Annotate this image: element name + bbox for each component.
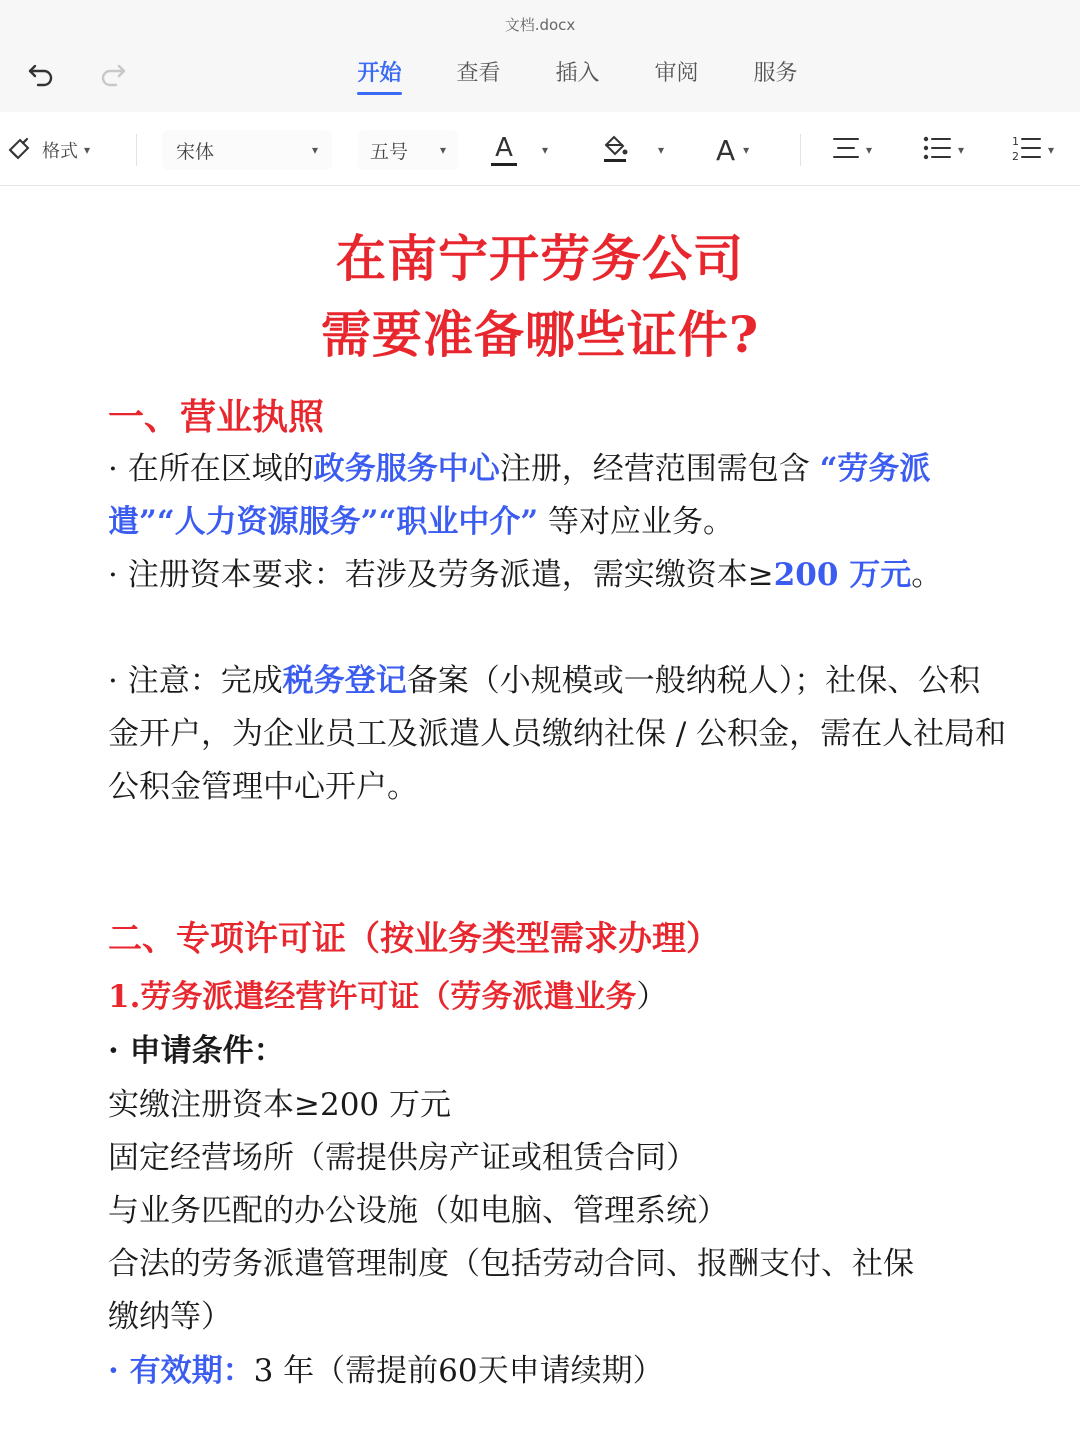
- section-2-subheading: 1.劳务派遣经营许可证（劳务派遣业务）: [108, 979, 668, 1015]
- format-label: 格式: [42, 141, 78, 162]
- bullet-list-button[interactable]: [922, 130, 982, 170]
- font-size-select[interactable]: [358, 130, 458, 170]
- font-style-icon: A: [716, 133, 736, 167]
- numbered-list-button[interactable]: [1012, 130, 1074, 170]
- chevron-down-icon: ▾: [542, 143, 549, 157]
- section-1-paragraph-3: · 注意：完成税务登记备案（小规模或一般纳税人）；社保、公积金开户，为企业员工及派遣人员缴纳社保 / 公积金，需在人社局和公积金管理中心开户。: [108, 663, 1007, 805]
- condition-item: 与业务匹配的办公设施（如电脑、管理系统）: [108, 1193, 728, 1229]
- font-family-select[interactable]: [162, 130, 332, 170]
- doc-title-line-2: 需要准备哪些证件?: [320, 305, 760, 364]
- redo-icon[interactable]: [96, 56, 130, 90]
- svg-text:1: 1: [1012, 134, 1019, 148]
- conditions-label: · 申请条件：: [108, 1033, 285, 1069]
- format-painter-button[interactable]: [6, 130, 90, 170]
- section-1-paragraph-2: · 注册资本要求：若涉及劳务派遣，需实缴资本≥200 万元。: [108, 557, 943, 593]
- paint-bucket-icon: [598, 131, 632, 170]
- undo-icon[interactable]: [24, 56, 58, 90]
- chevron-down-icon: ▾: [866, 143, 873, 157]
- chevron-down-icon: ▾: [1048, 143, 1055, 157]
- condition-item: 固定经营场所（需提供房产证或租赁合同）: [108, 1140, 697, 1176]
- chevron-down-icon: ▾: [658, 143, 665, 157]
- chevron-down-icon: ▾: [84, 143, 91, 157]
- tab-services[interactable]: 服务: [753, 61, 798, 86]
- bullet-list-icon: [922, 135, 952, 166]
- condition-item: 合法的劳务派遣管理制度（包括劳动合同、报酬支付、社保: [108, 1246, 914, 1282]
- section-2-heading: 二、专项许可证（按业务类型需求办理）: [108, 919, 720, 959]
- toolbar-divider: [800, 134, 801, 166]
- font-color-button[interactable]: [484, 130, 576, 170]
- condition-item: 实缴注册资本≥200 万元: [108, 1087, 451, 1123]
- chevron-down-icon: ▾: [743, 143, 750, 157]
- chevron-down-icon: ▾: [439, 143, 446, 157]
- font-size-value: 五号: [370, 140, 409, 163]
- ribbon-tabs: [330, 56, 825, 95]
- tab-view[interactable]: 查看: [456, 61, 501, 86]
- paint-brush-icon: [6, 134, 34, 167]
- chevron-down-icon: ▾: [311, 143, 318, 157]
- top-bar: [0, 0, 1080, 112]
- format-toolbar: [0, 112, 1080, 186]
- svg-text:2: 2: [1012, 149, 1019, 162]
- font-style-button[interactable]: [716, 130, 776, 170]
- align-button[interactable]: [832, 130, 892, 170]
- section-1-heading: 一、营业执照: [108, 396, 325, 438]
- document-filename: 文档.docx: [504, 16, 576, 34]
- tab-insert[interactable]: 插入: [555, 61, 600, 86]
- section-1-paragraph-1: · 在所在区域的政务服务中心注册，经营范围需包含 “劳务派遣”“人力资源服务”“职业中介” 等对应业务。: [108, 451, 931, 540]
- toolbar-divider: [136, 134, 137, 166]
- font-color-icon: A: [484, 135, 524, 166]
- font-family-value: 宋体: [176, 140, 215, 163]
- tab-home[interactable]: 开始: [330, 56, 429, 95]
- tab-review[interactable]: 审阅: [654, 61, 699, 86]
- chevron-down-icon: ▾: [958, 143, 965, 157]
- condition-item: 缴纳等）: [108, 1299, 232, 1335]
- numbered-list-icon: [1012, 134, 1042, 167]
- align-icon: [832, 135, 860, 166]
- highlight-color-button[interactable]: [598, 130, 688, 170]
- validity-line: · 有效期：3 年（需提前60天申请续期）: [108, 1353, 664, 1389]
- doc-title-line-1: 在南宁开劳务公司: [336, 229, 744, 288]
